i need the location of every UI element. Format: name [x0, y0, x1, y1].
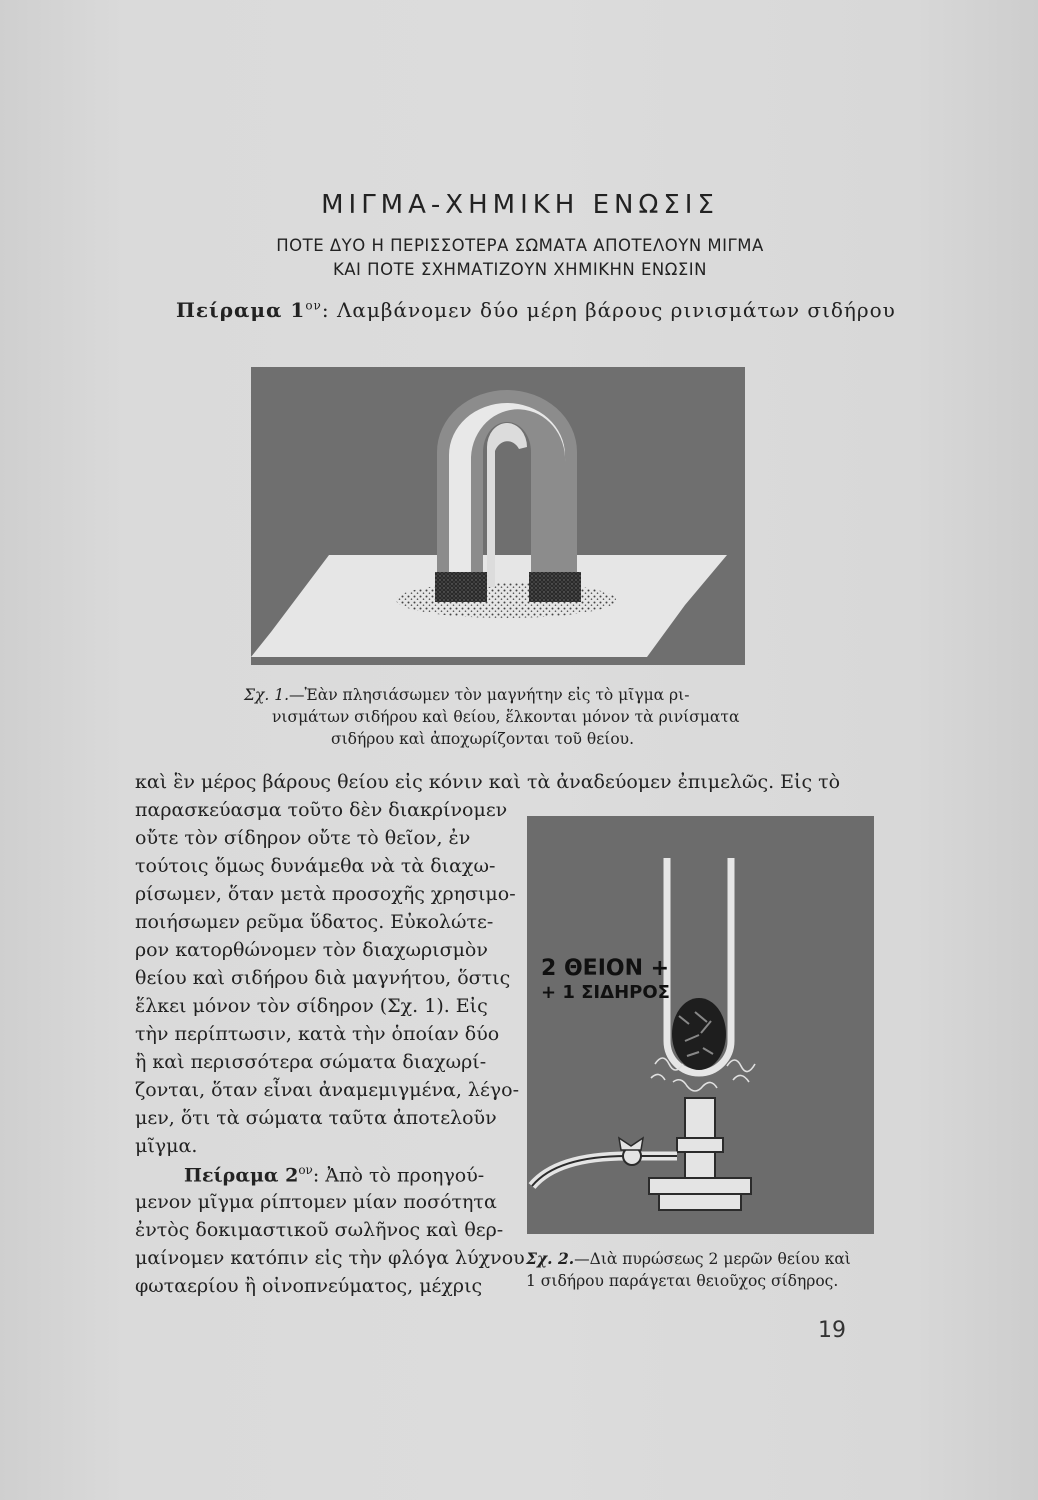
valve-handle — [619, 1138, 643, 1150]
experiment-2-text: : Ἀπὸ τὸ προηγού- — [312, 1164, 485, 1187]
body-line: ἕλκει μόνον τὸν σίδηρον (Σχ. 1). Εἰς — [135, 995, 488, 1017]
page-title: ΜΙΓΜΑ-ΧΗΜΙΚΗ ΕΝΩΣΙΣ — [321, 190, 719, 220]
subtitle-line-2: ΚΑΙ ΠΟΤΕ ΣΧΗΜΑΤΙΖΟΥΝ ΧΗΜΙΚΗΝ ΕΝΩΣΙΝ — [332, 260, 708, 279]
body-line: ρίσωμεν, ὅταν μετὰ προσοχῆς χρησιμο- — [135, 883, 516, 905]
experiment-1-sup: ον — [305, 298, 322, 313]
filings-left — [435, 572, 487, 602]
experiment-2-line — [184, 1163, 484, 1186]
body-line: τούτοις ὅμως δυνάμεθα νὰ τὰ διαχω- — [135, 855, 496, 877]
subtitle-line-1: ΠΟΤΕ ΔΥΟ Η ΠΕΡΙΣΣΟΤΕΡΑ ΣΩΜΑΤΑ ΑΠΟΤΕΛΟΥΝ ΜΙΓΜΑ — [276, 236, 764, 255]
figure-1-magnet-illustration — [251, 367, 745, 665]
burner-svg — [527, 816, 874, 1234]
figure-2-caption-label: Σχ. 2. — [526, 1249, 575, 1268]
powder-pile — [396, 582, 616, 618]
figure-1-caption-text: —Ἐὰν πλησιάσωμεν τὸν μαγνήτην εἰς τὸ μῖγμα ρι- — [289, 686, 690, 704]
body-line: μενον μῖγμα ρίπτομεν μίαν ποσότητα — [135, 1191, 497, 1213]
body-line: μεν, ὅτι τὰ σώματα ταῦτα ἀποτελοῦν — [135, 1107, 497, 1129]
figure-1-caption-line-2: νισμάτων σιδήρου καὶ θείου, ἕλκονται μόνον τὰ ρινίσματα — [272, 708, 740, 726]
body-line: τὴν περίπτωσιν, κατὰ τὴν ὁποίαν δύο — [135, 1023, 500, 1045]
body-full-line-2: παρασκεύασμα τοῦτο δὲν διακρίνομεν — [135, 799, 508, 821]
body-line: ποιήσωμεν ρεῦμα ὕδατος. Εὐκολώτε- — [135, 911, 494, 933]
experiment-1-label: Πείραμα 1 — [176, 298, 306, 322]
burner-foot — [659, 1194, 741, 1210]
figure-1-caption-line-1 — [244, 686, 689, 704]
magnet-svg — [251, 367, 745, 665]
body-line: μῖγμα. — [135, 1135, 198, 1157]
body-line: ρον κατορθώνομεν τὸν διαχωρισμὸν — [135, 939, 488, 961]
tube-contents — [672, 998, 726, 1070]
body-line: ἢ καὶ περισσότερα σώματα διαχωρί- — [135, 1051, 487, 1073]
figure-2-caption-line-2: 1 σιδήρου παράγεται θειοῦχος σίδηρος. — [526, 1272, 839, 1290]
figure-2-label-iron: + 1 ΣΙΔΗΡΟΣ — [541, 982, 670, 1003]
body-full-line-1: καὶ ἓν μέρος βάρους θείου εἰς κόνιν καὶ τὰ ἀναδεύομεν ἐπιμελῶς. Εἰς τὸ — [135, 771, 841, 793]
filings-right — [529, 572, 581, 602]
figure-2-label-sulfur: 2 ΘΕΙΟΝ + — [541, 956, 670, 981]
figure-2-test-tube-illustration — [527, 816, 874, 1234]
experiment-1-text: : Λαμβάνομεν δύο μέρη βάρους ρινισμάτων σιδήρου — [321, 298, 896, 322]
body-line: θείου καὶ σιδήρου διὰ μαγνήτου, ὅστις — [135, 967, 511, 989]
body-line: οὔτε τὸν σίδηρον οὔτε τὸ θεῖον, ἐν — [135, 827, 471, 849]
burner-base — [649, 1178, 751, 1194]
body-line: ἐντὸς δοκιμαστικοῦ σωλῆνος καὶ θερ- — [135, 1219, 504, 1241]
experiment-1-line — [176, 298, 896, 322]
burner-collar — [677, 1138, 723, 1152]
body-line: μαίνομεν κατόπιν εἰς τὴν φλόγα λύχνου — [135, 1247, 525, 1269]
page-number: 19 — [818, 1318, 846, 1343]
experiment-2-label: Πείραμα 2 — [184, 1164, 299, 1187]
figure-1-caption-line-3: σιδήρου καὶ ἀποχωρίζονται τοῦ θείου. — [331, 730, 635, 748]
experiment-2-sup: ον — [298, 1163, 313, 1177]
figure-2-caption-text: —Διὰ πυρώσεως 2 μερῶν θείου καὶ — [574, 1250, 851, 1268]
body-line: ζονται, ὅταν εἶναι ἀναμεμιγμένα, λέγο- — [135, 1079, 519, 1101]
figure-2-caption-line-1 — [526, 1249, 851, 1268]
body-line: φωταερίου ἢ οἰνοπνεύματος, μέχρις — [135, 1275, 483, 1297]
figure-1-caption-label: Σχ. 1. — [244, 686, 289, 704]
